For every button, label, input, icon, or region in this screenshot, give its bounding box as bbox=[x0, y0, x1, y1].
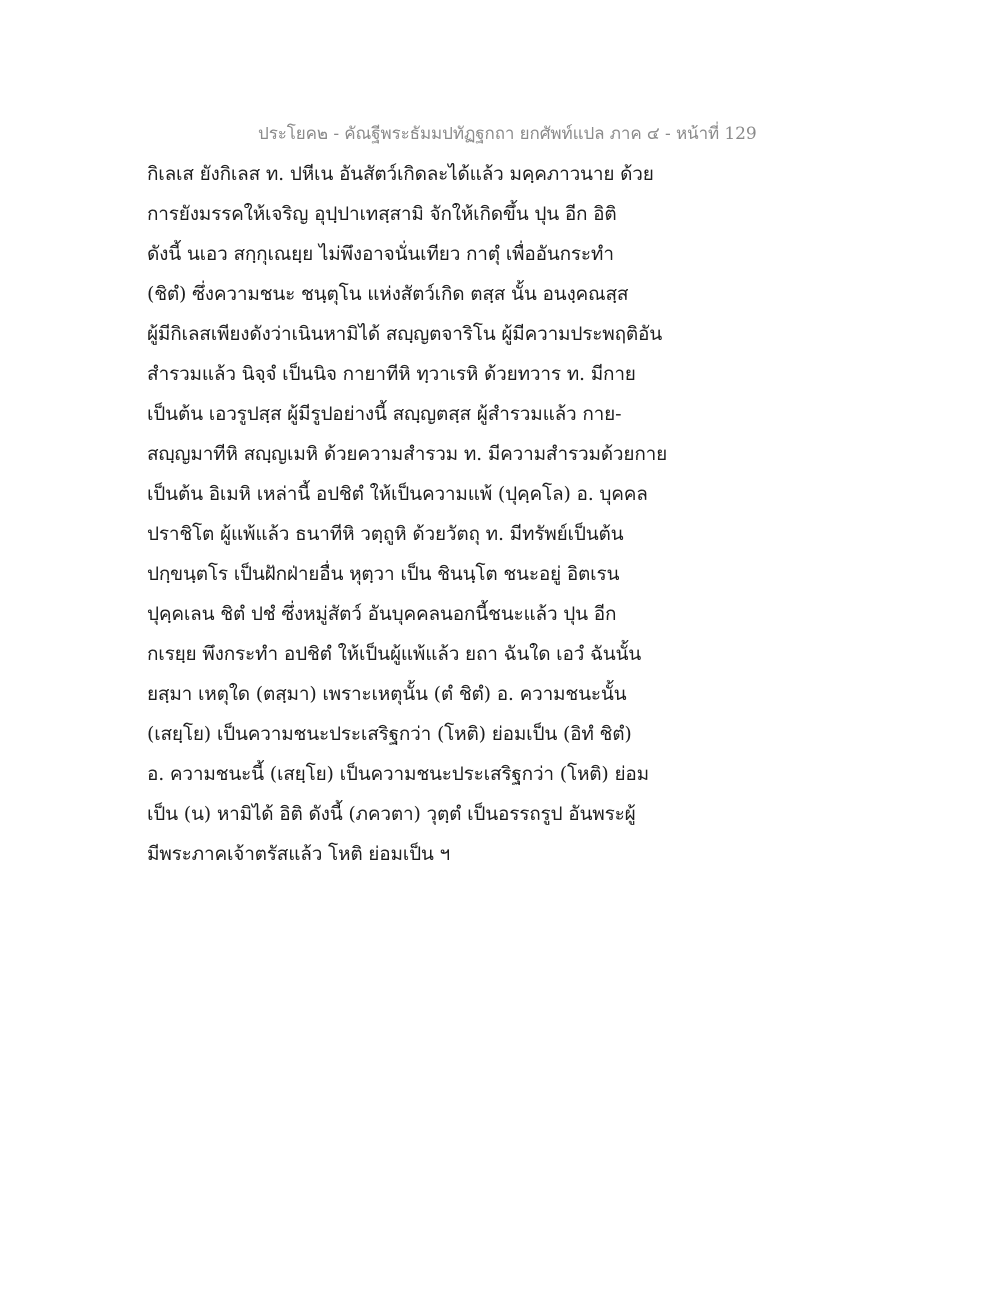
body-text bbox=[147, 158, 707, 878]
text-line: ยสฺมา เหตุใด (ตสฺมา) เพราะเหตุนั้น (ตํ ชิตํ) อ. ความชนะนั้น bbox=[147, 683, 627, 705]
text-line: กเรยฺย พึงกระทำ อปชิตํ ให้เป็นผู้แพ้แล้ว ยถา ฉันใด เอวํ ฉันนั้น bbox=[147, 643, 642, 665]
text-line: ดังนี้ นเอว สกฺกุเณยฺย ไม่พึงอาจนั่นเทียว กาตุํ เพื่ออันกระทำ bbox=[147, 243, 614, 265]
text-line: ผู้มีกิเลสเพียงดังว่าเนินหามิได้ สญฺญตจาริโน ผู้มีความประพฤติอัน bbox=[147, 323, 663, 345]
text-line: (เสยฺโย) เป็นความชนะประเสริฐกว่า (โหติ) ย่อมเป็น (อิทํ ชิตํ) bbox=[147, 723, 632, 745]
text-line: สำรวมแล้ว นิจฺจํ เป็นนิจ กายาทีหิ ทฺวาเรหิ ด้วยทวาร ท. มีกาย bbox=[147, 363, 636, 385]
text-line: อ. ความชนะนี้ (เสยฺโย) เป็นความชนะประเสริฐกว่า (โหติ) ย่อม bbox=[147, 763, 649, 785]
text-line: ปุคฺคเลน ชิตํ ปชํ ซึ่งหมู่สัตว์ อันบุคคลนอกนี้ชนะแล้ว ปุน อีก bbox=[147, 603, 617, 625]
text-line: เป็น (น) หามิได้ อิติ ดังนี้ (ภควตา) วุตฺตํ เป็นอรรถรูป อันพระผู้ bbox=[147, 803, 636, 825]
running-header: ประโยค๒ - คัณฐีพระธัมมปทัฏฐกถา ยกศัพท์แปล ภาค ๔ - หน้าที่ 129 bbox=[258, 124, 757, 144]
text-line: ปกฺขนฺตโร เป็นฝักฝ่ายอื่น หุตฺวา เป็น ชินนฺโต ชนะอยู่ อิตเรน bbox=[147, 563, 620, 585]
text-line: มีพระภาคเจ้าตรัสแล้ว โหติ ย่อมเป็น ฯ bbox=[147, 843, 451, 865]
text-line: สญฺญมาทีหิ สญฺญเมหิ ด้วยความสำรวม ท. มีความสำรวมด้วยกาย bbox=[147, 443, 668, 465]
text-line: เป็นต้น เอวรูปสฺส ผู้มีรูปอย่างนี้ สญฺญตสฺส ผู้สำรวมแล้ว กาย- bbox=[147, 403, 622, 425]
text-line: กิเลเส ยังกิเลส ท. ปหีเน อันสัตว์เกิดละได้แล้ว มคฺคภาวนาย ด้วย bbox=[147, 163, 654, 185]
text-line: การยังมรรคให้เจริญ อุปฺปาเทสฺสามิ จักให้เกิดขึ้น ปุน อีก อิติ bbox=[147, 203, 617, 225]
text-line: เป็นต้น อิเมหิ เหล่านี้ อปชิตํ ให้เป็นความแพ้ (ปุคฺคโล) อ. บุคคล bbox=[147, 483, 648, 505]
text-line: (ชิตํ) ซึ่งความชนะ ชนฺตุโน แห่งสัตว์เกิด ตสฺส นั้น อนงฺคณสฺส bbox=[147, 283, 629, 305]
text-line: ปราชิโต ผู้แพ้แล้ว ธนาทีหิ วตฺถูหิ ด้วยวัตถุ ท. มีทรัพย์เป็นต้น bbox=[147, 523, 624, 545]
